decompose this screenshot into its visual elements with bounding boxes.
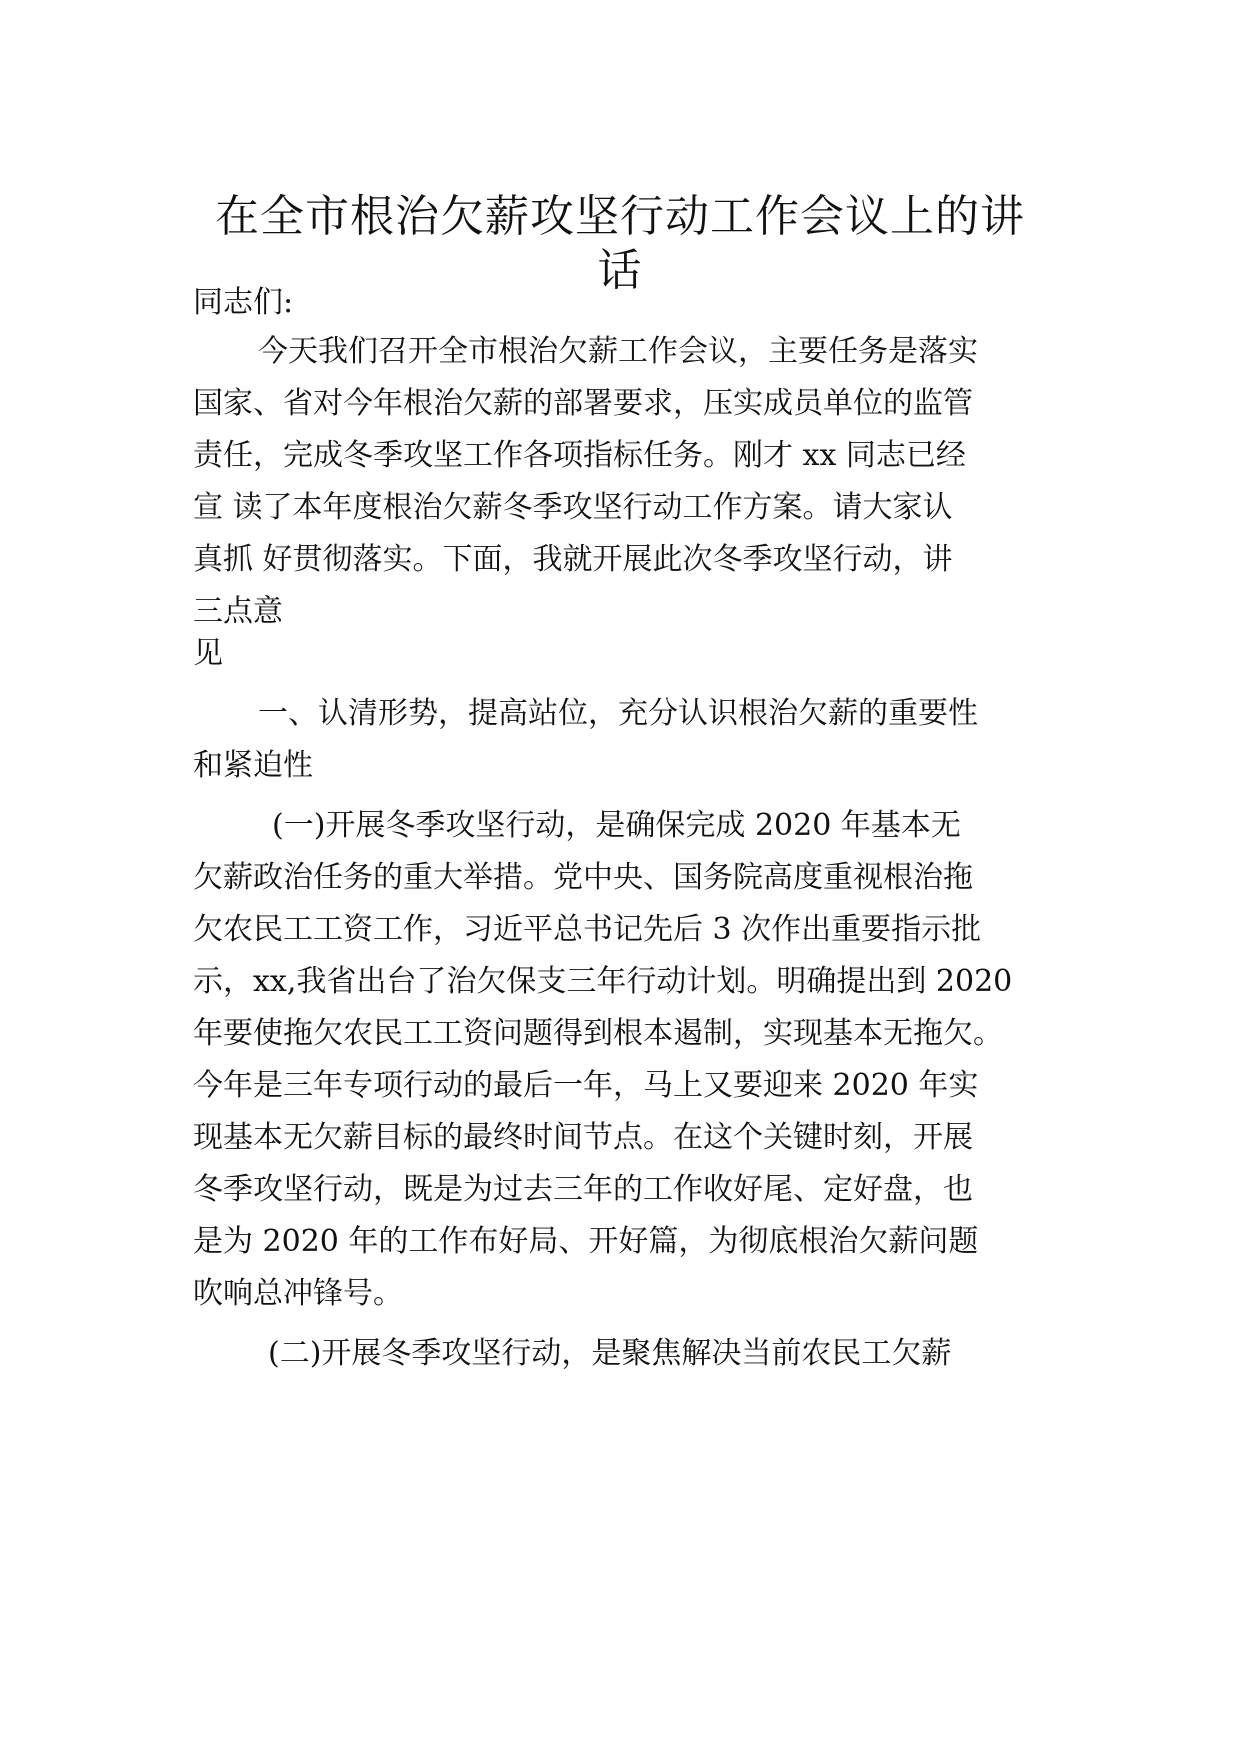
section-heading-1-cont: 和紧迫性 [193,748,313,783]
document-title-line-1: 在全市根治欠薪攻坚行动工作会议上的讲 [215,191,1025,242]
greeting: 同志们: [193,285,294,320]
body-line-5: 真抓 好贯彻落实。下面，我就开展此次冬季攻坚行动，讲 [193,542,953,577]
body-line-4: 宣 读了本年度根治欠薪冬季攻坚行动工作方案。请大家认 [193,490,953,525]
subsection-1-line-7: 现基本无欠薪目标的最终时间节点。在这个关键时刻，开展 [193,1120,973,1155]
subsection-1-line-10: 吹响总冲锋号。 [193,1276,403,1311]
subsection-1-line-4: 示，xx,我省出台了治欠保支三年行动计划。明确提出到 2020 [193,964,1013,999]
subsection-1-line-8: 冬季攻坚行动，既是为过去三年的工作收好尾、定好盘，也 [193,1172,973,1207]
body-line-2: 国家、省对今年根治欠薪的部署要求，压实成员单位的监管 [193,386,973,421]
body-line-7: 见 [193,636,223,671]
subsection-2-line-1: (二)开展冬季攻坚行动，是聚焦解决当前农民工欠薪 [268,1336,952,1371]
subsection-1-line-2: 欠薪政治任务的重大举措。党中央、国务院高度重视根治拖 [193,860,973,895]
subsection-1-line-9: 是为 2020 年的工作布好局、开好篇，为彻底根治欠薪问题 [193,1224,979,1259]
subsection-1-line-3: 欠农民工工资工作，习近平总书记先后 3 次作出重要指示批 [193,912,982,947]
body-line-3: 责任，完成冬季攻坚工作各项指标任务。刚才 xx 同志已经 [193,438,966,473]
subsection-1-line-6: 今年是三年专项行动的最后一年，马上又要迎来 2020 年实 [193,1068,979,1103]
section-heading-1: 一、认清形势，提高站位，充分认识根治欠薪的重要性 [258,696,978,731]
body-line-1: 今天我们召开全市根治欠薪工作会议，主要任务是落实 [258,334,978,369]
body-line-6: 三点意 [193,594,283,629]
document-title-line-2: 话 [597,245,643,296]
subsection-1-line-5: 年要使拖欠农民工工资问题得到根本遏制，实现基本无拖欠。 [193,1016,1003,1051]
subsection-1-line-1: (一)开展冬季攻坚行动，是确保完成 2020 年基本无 [272,808,961,843]
